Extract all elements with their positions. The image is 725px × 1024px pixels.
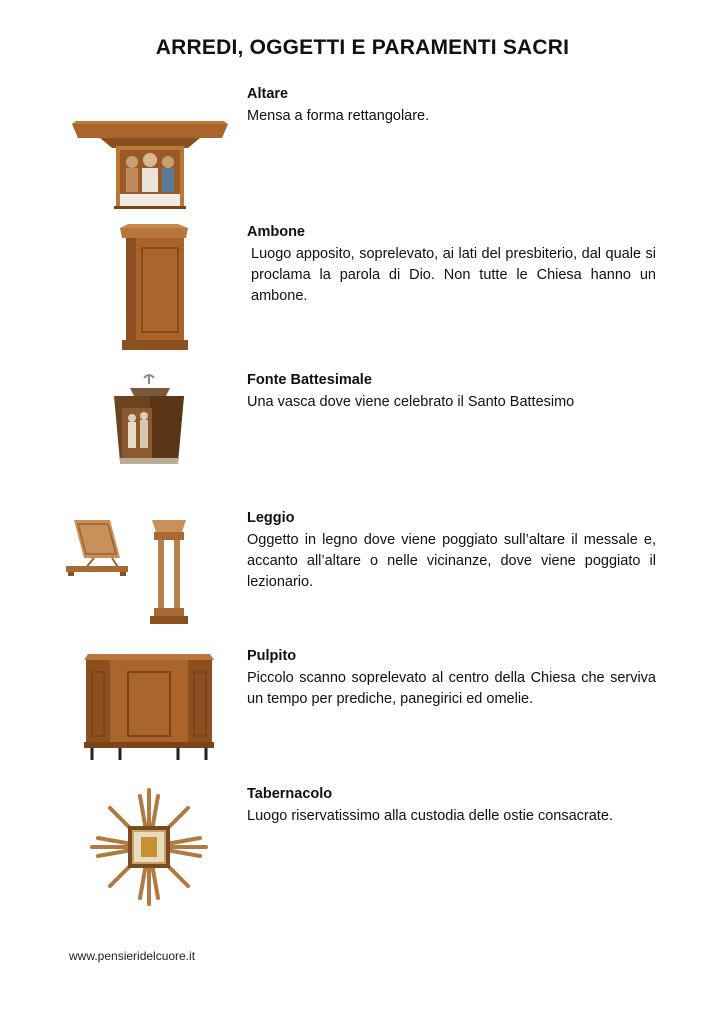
lectern-stand-picture xyxy=(146,518,192,626)
entry-name: Pulpito xyxy=(247,648,297,664)
tabernacle-picture xyxy=(88,786,210,908)
entry-name: Ambone xyxy=(247,224,305,240)
lectern-picture xyxy=(64,516,130,578)
entry-description: Luogo riservatissimo alla custodia delle ostie consacrate. xyxy=(247,808,613,824)
altar-picture xyxy=(70,118,230,210)
entry-description: Una vasca dove viene celebrato il Santo Battesimo xyxy=(247,394,575,410)
entry-name: Tabernacolo xyxy=(247,786,333,802)
pulpit-picture xyxy=(80,652,218,762)
entry-description: Oggetto in legno dove viene poggiato sull’altare il messale e, accanto all’altare o nelle vicinanze, dove viene poggiato il lezionario. xyxy=(247,532,656,590)
entry-name: Altare xyxy=(247,86,289,102)
entry-description: Luogo apposito, soprelevato, ai lati del presbiterio, dal quale si proclama la parola di Dio. Non tutte le Chiesa hanno un ambone. xyxy=(251,246,656,304)
page-title: ARREDI, OGGETTI E PARAMENTI SACRI xyxy=(155,36,570,59)
baptismal-font-picture xyxy=(110,374,188,466)
entry-name: Fonte Battesimale xyxy=(247,372,372,388)
footer-website: www.pensieridelcuore.it xyxy=(69,949,196,963)
entry-description: Piccolo scanno soprelevato al centro della Chiesa che serviva un tempo per prediche, panegirici ed omelie. xyxy=(247,670,656,707)
ambo-picture xyxy=(118,222,194,352)
entry-description: Mensa a forma rettangolare. xyxy=(247,108,430,124)
entry-name: Leggio xyxy=(247,510,295,526)
